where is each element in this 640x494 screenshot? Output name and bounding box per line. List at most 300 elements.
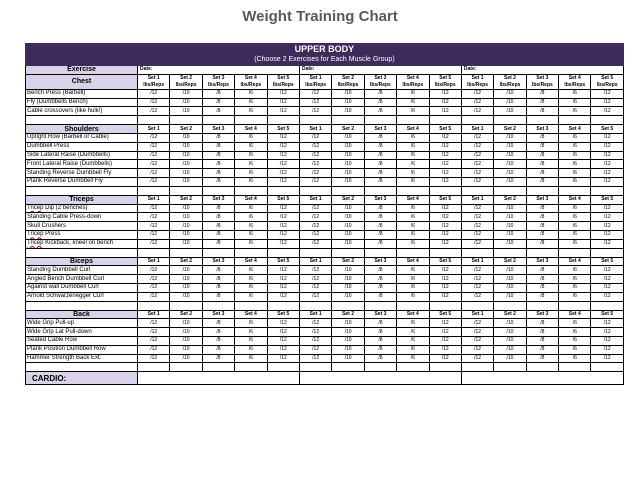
- blank-cell[interactable]: [202, 248, 234, 257]
- rep-target-cell[interactable]: /6: [397, 319, 429, 328]
- rep-target-cell[interactable]: /12: [591, 319, 623, 328]
- rep-target-cell[interactable]: /12: [299, 230, 331, 239]
- rep-target-cell[interactable]: /10: [494, 142, 526, 151]
- rep-target-cell[interactable]: /12: [429, 345, 461, 354]
- rep-target-cell[interactable]: /8: [202, 275, 234, 284]
- blank-cell[interactable]: [138, 186, 170, 195]
- rep-target-cell[interactable]: /12: [429, 328, 461, 337]
- rep-target-cell[interactable]: /12: [138, 319, 170, 328]
- rep-target-cell[interactable]: /6: [397, 160, 429, 169]
- blank-cell[interactable]: [429, 363, 461, 372]
- rep-target-cell[interactable]: /12: [299, 142, 331, 151]
- rep-target-cell[interactable]: /10: [494, 222, 526, 231]
- rep-target-cell[interactable]: /12: [461, 177, 493, 186]
- rep-target-cell[interactable]: /8: [364, 354, 396, 363]
- rep-target-cell[interactable]: /6: [559, 328, 591, 337]
- blank-cell[interactable]: [138, 248, 170, 257]
- rep-target-cell[interactable]: /8: [202, 142, 234, 151]
- blank-cell[interactable]: [429, 116, 461, 125]
- rep-target-cell[interactable]: /10: [332, 160, 364, 169]
- rep-target-cell[interactable]: /10: [332, 319, 364, 328]
- rep-target-cell[interactable]: /10: [332, 133, 364, 142]
- rep-target-cell[interactable]: /12: [138, 204, 170, 213]
- rep-target-cell[interactable]: /12: [429, 230, 461, 239]
- blank-exercise-cell[interactable]: [26, 248, 138, 257]
- rep-target-cell[interactable]: /6: [397, 89, 429, 98]
- rep-target-cell[interactable]: /12: [461, 266, 493, 275]
- rep-target-cell[interactable]: /10: [494, 133, 526, 142]
- rep-target-cell[interactable]: /12: [138, 89, 170, 98]
- rep-target-cell[interactable]: /12: [429, 169, 461, 178]
- blank-exercise-cell[interactable]: [26, 301, 138, 310]
- rep-target-cell[interactable]: /8: [364, 283, 396, 292]
- blank-cell[interactable]: [202, 186, 234, 195]
- rep-target-cell[interactable]: /8: [526, 354, 558, 363]
- date-field[interactable]: Date:: [461, 66, 623, 75]
- rep-target-cell[interactable]: /8: [364, 266, 396, 275]
- blank-cell[interactable]: [526, 116, 558, 125]
- rep-target-cell[interactable]: /12: [429, 204, 461, 213]
- rep-target-cell[interactable]: /10: [332, 204, 364, 213]
- rep-target-cell[interactable]: /6: [397, 142, 429, 151]
- rep-target-cell[interactable]: /6: [559, 354, 591, 363]
- rep-target-cell[interactable]: /8: [526, 151, 558, 160]
- rep-target-cell[interactable]: /12: [138, 275, 170, 284]
- rep-target-cell[interactable]: /10: [332, 354, 364, 363]
- rep-target-cell[interactable]: /8: [526, 319, 558, 328]
- rep-target-cell[interactable]: /10: [332, 345, 364, 354]
- blank-cell[interactable]: [397, 363, 429, 372]
- blank-cell[interactable]: [332, 248, 364, 257]
- rep-target-cell[interactable]: /12: [461, 133, 493, 142]
- rep-target-cell[interactable]: /12: [267, 275, 299, 284]
- rep-target-cell[interactable]: /12: [138, 133, 170, 142]
- rep-target-cell[interactable]: /10: [494, 151, 526, 160]
- blank-cell[interactable]: [170, 186, 202, 195]
- rep-target-cell[interactable]: /8: [526, 230, 558, 239]
- rep-target-cell[interactable]: /6: [397, 328, 429, 337]
- rep-target-cell[interactable]: /6: [397, 345, 429, 354]
- rep-target-cell[interactable]: /12: [461, 283, 493, 292]
- rep-target-cell[interactable]: /8: [202, 336, 234, 345]
- rep-target-cell[interactable]: /12: [591, 354, 623, 363]
- rep-target-cell[interactable]: /12: [461, 98, 493, 107]
- blank-exercise-cell[interactable]: [26, 116, 138, 125]
- rep-target-cell[interactable]: /12: [591, 213, 623, 222]
- rep-target-cell[interactable]: /12: [461, 319, 493, 328]
- rep-target-cell[interactable]: /12: [299, 160, 331, 169]
- rep-target-cell[interactable]: /8: [202, 328, 234, 337]
- rep-target-cell[interactable]: /10: [494, 266, 526, 275]
- blank-cell[interactable]: [299, 363, 331, 372]
- rep-target-cell[interactable]: /10: [170, 328, 202, 337]
- rep-target-cell[interactable]: /12: [461, 160, 493, 169]
- rep-target-cell[interactable]: /12: [267, 328, 299, 337]
- rep-target-cell[interactable]: /6: [559, 336, 591, 345]
- rep-target-cell[interactable]: /6: [235, 107, 267, 116]
- rep-target-cell[interactable]: /12: [267, 204, 299, 213]
- rep-target-cell[interactable]: /12: [461, 89, 493, 98]
- blank-cell[interactable]: [299, 186, 331, 195]
- rep-target-cell[interactable]: /8: [202, 283, 234, 292]
- rep-target-cell[interactable]: /12: [138, 266, 170, 275]
- rep-target-cell[interactable]: /6: [559, 266, 591, 275]
- rep-target-cell[interactable]: /10: [170, 275, 202, 284]
- rep-target-cell[interactable]: /12: [138, 160, 170, 169]
- rep-target-cell[interactable]: /8: [202, 239, 234, 248]
- rep-target-cell[interactable]: /12: [429, 213, 461, 222]
- rep-target-cell[interactable]: /12: [591, 239, 623, 248]
- rep-target-cell[interactable]: /12: [591, 222, 623, 231]
- rep-target-cell[interactable]: /8: [202, 107, 234, 116]
- blank-cell[interactable]: [591, 186, 623, 195]
- rep-target-cell[interactable]: /12: [429, 292, 461, 301]
- rep-target-cell[interactable]: /12: [591, 160, 623, 169]
- rep-target-cell[interactable]: /12: [299, 151, 331, 160]
- rep-target-cell[interactable]: /12: [299, 328, 331, 337]
- blank-cell[interactable]: [397, 116, 429, 125]
- rep-target-cell[interactable]: /6: [559, 222, 591, 231]
- rep-target-cell[interactable]: /10: [494, 319, 526, 328]
- blank-cell[interactable]: [526, 363, 558, 372]
- rep-target-cell[interactable]: /10: [332, 292, 364, 301]
- rep-target-cell[interactable]: /12: [461, 222, 493, 231]
- blank-cell[interactable]: [591, 363, 623, 372]
- rep-target-cell[interactable]: /8: [202, 89, 234, 98]
- rep-target-cell[interactable]: /6: [559, 213, 591, 222]
- rep-target-cell[interactable]: /12: [267, 292, 299, 301]
- rep-target-cell[interactable]: /10: [332, 230, 364, 239]
- rep-target-cell[interactable]: /10: [494, 107, 526, 116]
- rep-target-cell[interactable]: /10: [170, 239, 202, 248]
- rep-target-cell[interactable]: /6: [397, 239, 429, 248]
- rep-target-cell[interactable]: /8: [526, 169, 558, 178]
- rep-target-cell[interactable]: /6: [559, 204, 591, 213]
- rep-target-cell[interactable]: /12: [461, 328, 493, 337]
- rep-target-cell[interactable]: /10: [170, 89, 202, 98]
- blank-cell[interactable]: [267, 116, 299, 125]
- blank-cell[interactable]: [559, 363, 591, 372]
- rep-target-cell[interactable]: /12: [429, 354, 461, 363]
- rep-target-cell[interactable]: /10: [170, 151, 202, 160]
- rep-target-cell[interactable]: /6: [559, 98, 591, 107]
- rep-target-cell[interactable]: /6: [235, 142, 267, 151]
- rep-target-cell[interactable]: /8: [526, 336, 558, 345]
- rep-target-cell[interactable]: /8: [364, 328, 396, 337]
- rep-target-cell[interactable]: /8: [202, 354, 234, 363]
- rep-target-cell[interactable]: /10: [170, 283, 202, 292]
- rep-target-cell[interactable]: /6: [397, 354, 429, 363]
- rep-target-cell[interactable]: /12: [429, 275, 461, 284]
- blank-exercise-cell[interactable]: [26, 363, 138, 372]
- rep-target-cell[interactable]: /6: [397, 336, 429, 345]
- blank-cell[interactable]: [138, 116, 170, 125]
- rep-target-cell[interactable]: /6: [559, 292, 591, 301]
- rep-target-cell[interactable]: /12: [299, 133, 331, 142]
- rep-target-cell[interactable]: /12: [299, 275, 331, 284]
- rep-target-cell[interactable]: /8: [364, 133, 396, 142]
- rep-target-cell[interactable]: /12: [461, 239, 493, 248]
- rep-target-cell[interactable]: /12: [299, 345, 331, 354]
- rep-target-cell[interactable]: /8: [202, 151, 234, 160]
- rep-target-cell[interactable]: /10: [332, 283, 364, 292]
- rep-target-cell[interactable]: /6: [235, 266, 267, 275]
- rep-target-cell[interactable]: /12: [591, 328, 623, 337]
- rep-target-cell[interactable]: /12: [267, 98, 299, 107]
- rep-target-cell[interactable]: /8: [364, 98, 396, 107]
- blank-cell[interactable]: [461, 116, 493, 125]
- rep-target-cell[interactable]: /12: [299, 107, 331, 116]
- rep-target-cell[interactable]: /10: [494, 213, 526, 222]
- rep-target-cell[interactable]: /12: [138, 283, 170, 292]
- rep-target-cell[interactable]: /6: [397, 283, 429, 292]
- rep-target-cell[interactable]: /12: [267, 177, 299, 186]
- rep-target-cell[interactable]: /12: [429, 239, 461, 248]
- rep-target-cell[interactable]: /10: [170, 169, 202, 178]
- rep-target-cell[interactable]: /8: [202, 292, 234, 301]
- rep-target-cell[interactable]: /12: [461, 345, 493, 354]
- rep-target-cell[interactable]: /10: [170, 133, 202, 142]
- rep-target-cell[interactable]: /12: [591, 292, 623, 301]
- rep-target-cell[interactable]: /12: [591, 283, 623, 292]
- blank-cell[interactable]: [299, 301, 331, 310]
- blank-cell[interactable]: [461, 363, 493, 372]
- blank-cell[interactable]: [494, 116, 526, 125]
- rep-target-cell[interactable]: /12: [138, 213, 170, 222]
- rep-target-cell[interactable]: /8: [202, 213, 234, 222]
- rep-target-cell[interactable]: /10: [494, 275, 526, 284]
- rep-target-cell[interactable]: /12: [267, 169, 299, 178]
- rep-target-cell[interactable]: /12: [461, 142, 493, 151]
- rep-target-cell[interactable]: /10: [494, 239, 526, 248]
- rep-target-cell[interactable]: /12: [267, 354, 299, 363]
- rep-target-cell[interactable]: /10: [170, 204, 202, 213]
- rep-target-cell[interactable]: /12: [299, 336, 331, 345]
- rep-target-cell[interactable]: /10: [170, 98, 202, 107]
- rep-target-cell[interactable]: /10: [170, 354, 202, 363]
- rep-target-cell[interactable]: /12: [591, 336, 623, 345]
- rep-target-cell[interactable]: /10: [494, 354, 526, 363]
- blank-cell[interactable]: [170, 363, 202, 372]
- rep-target-cell[interactable]: /10: [170, 266, 202, 275]
- rep-target-cell[interactable]: /12: [461, 275, 493, 284]
- blank-cell[interactable]: [461, 248, 493, 257]
- rep-target-cell[interactable]: /12: [138, 169, 170, 178]
- blank-cell[interactable]: [202, 116, 234, 125]
- blank-cell[interactable]: [235, 116, 267, 125]
- rep-target-cell[interactable]: /12: [299, 292, 331, 301]
- blank-cell[interactable]: [494, 186, 526, 195]
- blank-cell[interactable]: [429, 248, 461, 257]
- blank-cell[interactable]: [235, 248, 267, 257]
- rep-target-cell[interactable]: /6: [397, 133, 429, 142]
- blank-exercise-cell[interactable]: [26, 186, 138, 195]
- rep-target-cell[interactable]: /6: [235, 213, 267, 222]
- rep-target-cell[interactable]: /6: [397, 169, 429, 178]
- blank-cell[interactable]: [138, 363, 170, 372]
- rep-target-cell[interactable]: /12: [429, 222, 461, 231]
- blank-cell[interactable]: [267, 301, 299, 310]
- rep-target-cell[interactable]: /10: [332, 169, 364, 178]
- rep-target-cell[interactable]: /10: [332, 239, 364, 248]
- cardio-entry[interactable]: [138, 372, 300, 385]
- blank-cell[interactable]: [526, 301, 558, 310]
- rep-target-cell[interactable]: /8: [202, 133, 234, 142]
- rep-target-cell[interactable]: /10: [170, 142, 202, 151]
- rep-target-cell[interactable]: /6: [235, 98, 267, 107]
- rep-target-cell[interactable]: /12: [591, 151, 623, 160]
- rep-target-cell[interactable]: /10: [332, 89, 364, 98]
- rep-target-cell[interactable]: /8: [202, 319, 234, 328]
- rep-target-cell[interactable]: /10: [332, 177, 364, 186]
- rep-target-cell[interactable]: /12: [299, 283, 331, 292]
- rep-target-cell[interactable]: /8: [364, 160, 396, 169]
- rep-target-cell[interactable]: /6: [235, 354, 267, 363]
- rep-target-cell[interactable]: /8: [364, 230, 396, 239]
- rep-target-cell[interactable]: /8: [526, 266, 558, 275]
- rep-target-cell[interactable]: /6: [235, 283, 267, 292]
- rep-target-cell[interactable]: /6: [559, 230, 591, 239]
- rep-target-cell[interactable]: /6: [559, 160, 591, 169]
- blank-cell[interactable]: [591, 301, 623, 310]
- blank-cell[interactable]: [494, 248, 526, 257]
- rep-target-cell[interactable]: /10: [494, 98, 526, 107]
- rep-target-cell[interactable]: /10: [332, 213, 364, 222]
- rep-target-cell[interactable]: /8: [364, 204, 396, 213]
- rep-target-cell[interactable]: /12: [299, 89, 331, 98]
- rep-target-cell[interactable]: /12: [267, 345, 299, 354]
- rep-target-cell[interactable]: /6: [559, 345, 591, 354]
- rep-target-cell[interactable]: /12: [461, 230, 493, 239]
- blank-cell[interactable]: [559, 248, 591, 257]
- rep-target-cell[interactable]: /12: [138, 328, 170, 337]
- rep-target-cell[interactable]: /12: [267, 107, 299, 116]
- blank-cell[interactable]: [299, 116, 331, 125]
- rep-target-cell[interactable]: /10: [332, 107, 364, 116]
- rep-target-cell[interactable]: /10: [170, 160, 202, 169]
- rep-target-cell[interactable]: /12: [299, 204, 331, 213]
- rep-target-cell[interactable]: /6: [235, 292, 267, 301]
- rep-target-cell[interactable]: /8: [364, 345, 396, 354]
- rep-target-cell[interactable]: /6: [397, 292, 429, 301]
- rep-target-cell[interactable]: /8: [526, 345, 558, 354]
- rep-target-cell[interactable]: /10: [494, 160, 526, 169]
- blank-cell[interactable]: [461, 301, 493, 310]
- rep-target-cell[interactable]: /8: [526, 142, 558, 151]
- rep-target-cell[interactable]: /10: [332, 142, 364, 151]
- rep-target-cell[interactable]: /12: [591, 275, 623, 284]
- rep-target-cell[interactable]: /8: [526, 133, 558, 142]
- rep-target-cell[interactable]: /12: [138, 336, 170, 345]
- rep-target-cell[interactable]: /10: [332, 151, 364, 160]
- blank-cell[interactable]: [591, 248, 623, 257]
- rep-target-cell[interactable]: /10: [494, 283, 526, 292]
- rep-target-cell[interactable]: /12: [267, 142, 299, 151]
- rep-target-cell[interactable]: /12: [138, 98, 170, 107]
- rep-target-cell[interactable]: /10: [170, 345, 202, 354]
- rep-target-cell[interactable]: /6: [235, 169, 267, 178]
- rep-target-cell[interactable]: /12: [138, 230, 170, 239]
- blank-cell[interactable]: [267, 363, 299, 372]
- rep-target-cell[interactable]: /6: [235, 336, 267, 345]
- blank-cell[interactable]: [332, 186, 364, 195]
- rep-target-cell[interactable]: /8: [364, 292, 396, 301]
- rep-target-cell[interactable]: /12: [461, 292, 493, 301]
- rep-target-cell[interactable]: /12: [138, 151, 170, 160]
- rep-target-cell[interactable]: /8: [202, 266, 234, 275]
- rep-target-cell[interactable]: /12: [429, 283, 461, 292]
- rep-target-cell[interactable]: /12: [138, 142, 170, 151]
- rep-target-cell[interactable]: /10: [494, 230, 526, 239]
- rep-target-cell[interactable]: /12: [299, 239, 331, 248]
- rep-target-cell[interactable]: /12: [138, 239, 170, 248]
- blank-cell[interactable]: [235, 301, 267, 310]
- blank-cell[interactable]: [267, 186, 299, 195]
- rep-target-cell[interactable]: /6: [397, 275, 429, 284]
- rep-target-cell[interactable]: /6: [235, 151, 267, 160]
- rep-target-cell[interactable]: /12: [429, 142, 461, 151]
- rep-target-cell[interactable]: /6: [559, 107, 591, 116]
- blank-cell[interactable]: [494, 363, 526, 372]
- rep-target-cell[interactable]: /6: [235, 89, 267, 98]
- rep-target-cell[interactable]: /8: [364, 319, 396, 328]
- rep-target-cell[interactable]: /12: [138, 107, 170, 116]
- blank-cell[interactable]: [332, 363, 364, 372]
- rep-target-cell[interactable]: /12: [138, 222, 170, 231]
- rep-target-cell[interactable]: /8: [526, 107, 558, 116]
- rep-target-cell[interactable]: /8: [202, 345, 234, 354]
- rep-target-cell[interactable]: /6: [397, 213, 429, 222]
- blank-cell[interactable]: [299, 248, 331, 257]
- rep-target-cell[interactable]: /12: [591, 345, 623, 354]
- rep-target-cell[interactable]: /6: [235, 204, 267, 213]
- rep-target-cell[interactable]: /12: [267, 230, 299, 239]
- rep-target-cell[interactable]: /6: [235, 160, 267, 169]
- blank-cell[interactable]: [170, 116, 202, 125]
- rep-target-cell[interactable]: /12: [299, 266, 331, 275]
- rep-target-cell[interactable]: /6: [397, 204, 429, 213]
- rep-target-cell[interactable]: /12: [267, 336, 299, 345]
- rep-target-cell[interactable]: /10: [494, 89, 526, 98]
- rep-target-cell[interactable]: /12: [461, 151, 493, 160]
- rep-target-cell[interactable]: /6: [559, 89, 591, 98]
- rep-target-cell[interactable]: /12: [299, 319, 331, 328]
- rep-target-cell[interactable]: /12: [267, 160, 299, 169]
- rep-target-cell[interactable]: /12: [429, 319, 461, 328]
- blank-cell[interactable]: [364, 186, 396, 195]
- rep-target-cell[interactable]: /8: [364, 177, 396, 186]
- rep-target-cell[interactable]: /8: [526, 222, 558, 231]
- rep-target-cell[interactable]: /8: [526, 213, 558, 222]
- rep-target-cell[interactable]: /12: [461, 354, 493, 363]
- rep-target-cell[interactable]: /8: [364, 89, 396, 98]
- rep-target-cell[interactable]: /6: [559, 169, 591, 178]
- rep-target-cell[interactable]: /10: [170, 292, 202, 301]
- rep-target-cell[interactable]: /8: [364, 213, 396, 222]
- rep-target-cell[interactable]: /6: [235, 239, 267, 248]
- blank-cell[interactable]: [526, 248, 558, 257]
- rep-target-cell[interactable]: /12: [591, 230, 623, 239]
- blank-cell[interactable]: [461, 186, 493, 195]
- blank-cell[interactable]: [138, 301, 170, 310]
- blank-cell[interactable]: [170, 301, 202, 310]
- rep-target-cell[interactable]: /12: [591, 107, 623, 116]
- blank-cell[interactable]: [429, 301, 461, 310]
- rep-target-cell[interactable]: /10: [494, 345, 526, 354]
- blank-cell[interactable]: [364, 116, 396, 125]
- blank-cell[interactable]: [267, 248, 299, 257]
- rep-target-cell[interactable]: /6: [235, 275, 267, 284]
